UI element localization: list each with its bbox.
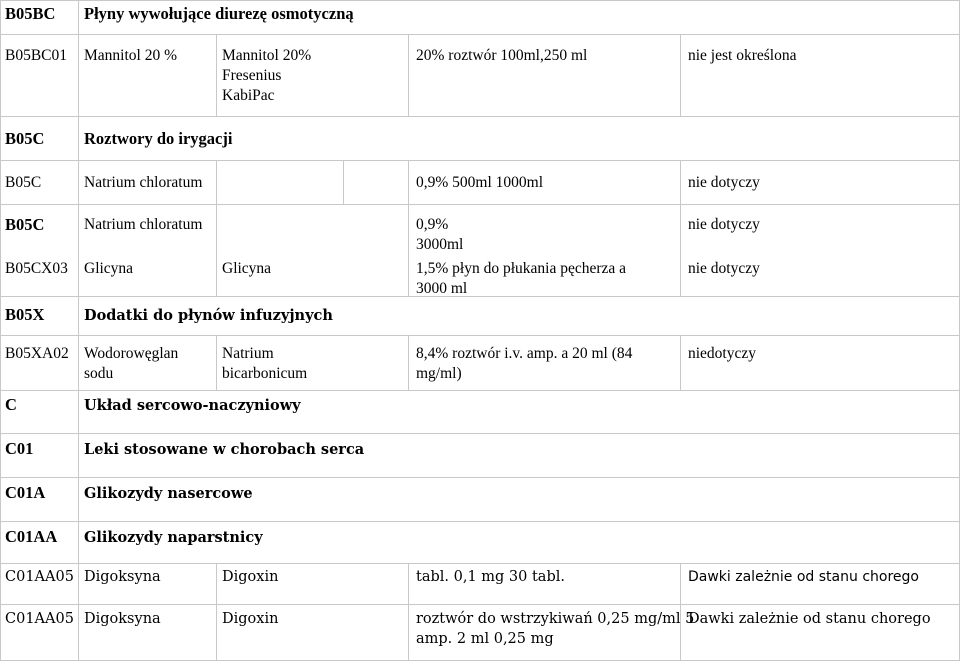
section-code: B05C: [5, 129, 45, 148]
section-title: Roztwory do irygacji: [84, 129, 233, 148]
section-code: C01A: [5, 483, 46, 502]
refund-level: nie dotyczy: [688, 174, 760, 191]
atc-code: B05XA02: [5, 345, 69, 362]
row-divider: [0, 433, 960, 434]
row-divider: [0, 477, 960, 478]
atc-code: B05C: [5, 215, 45, 234]
refund-level: Dawki zależnie od stanu chorego: [688, 611, 931, 627]
trade-name: Fresenius: [222, 67, 282, 84]
column-divider: [343, 160, 344, 204]
drug-name: Digoksyna: [84, 569, 161, 585]
trade-name: Digoxin: [222, 611, 279, 627]
refund-level: nie dotyczy: [688, 216, 760, 233]
drug-name: Natrium chloratum: [84, 174, 203, 191]
drug-name: sodu: [84, 365, 114, 382]
row-divider: [0, 34, 960, 35]
column-divider: [680, 160, 681, 296]
section-code: B05X: [5, 305, 45, 324]
atc-code: B05BC01: [5, 47, 68, 64]
refund-level: Dawki zależnie od stanu chorego: [688, 569, 919, 585]
section-title: Układ sercowo-naczyniowy: [84, 397, 301, 414]
drug-name: Digoksyna: [84, 611, 161, 627]
section-title: Glikozydy naparstnicy: [84, 529, 263, 546]
column-divider: [0, 0, 1, 661]
dosage-form: 0,9% 500ml 1000ml: [416, 174, 544, 191]
section-code: C01AA: [5, 527, 58, 546]
atc-code: B05C: [5, 174, 42, 191]
column-divider: [216, 34, 217, 116]
column-divider: [680, 335, 681, 390]
column-divider: [680, 34, 681, 116]
dosage-form: roztwór do wstrzykiwań 0,25 mg/ml 5: [416, 611, 695, 627]
dosage-form: 3000ml: [416, 236, 464, 253]
atc-code: C01AA05: [5, 611, 74, 627]
section-title: Glikozydy nasercowe: [84, 485, 253, 502]
refund-level: nie jest określona: [688, 47, 797, 64]
atc-code: B05CX03: [5, 260, 68, 277]
column-divider: [216, 160, 217, 296]
row-divider: [0, 0, 960, 1]
dosage-form: 0,9%: [416, 216, 449, 233]
dosage-form: 8,4% roztwór i.v. amp. a 20 ml (84: [416, 345, 633, 362]
dosage-form: 3000 ml: [416, 280, 468, 297]
row-divider: [0, 204, 960, 205]
section-title: Dodatki do płynów infuzyjnych: [84, 307, 333, 324]
row-divider: [0, 563, 960, 564]
column-divider: [408, 34, 409, 116]
row-divider: [0, 390, 960, 391]
section-title: Leki stosowane w chorobach serca: [84, 441, 365, 458]
dosage-form: mg/ml): [416, 365, 462, 382]
section-code: B05BC: [5, 4, 56, 23]
section-code: C01: [5, 439, 34, 458]
drug-name: Mannitol 20 %: [84, 47, 177, 64]
column-divider: [408, 160, 409, 296]
row-divider: [0, 296, 960, 297]
dosage-form: 1,5% płyn do płukania pęcherza a: [416, 260, 627, 277]
dosage-form: amp. 2 ml 0,25 mg: [416, 631, 554, 647]
drug-name: Wodorowęglan: [84, 345, 179, 362]
row-divider: [0, 116, 960, 117]
row-divider: [0, 604, 960, 605]
trade-name: Mannitol 20%: [222, 47, 312, 64]
trade-name: bicarbonicum: [222, 365, 308, 382]
dosage-form: tabl. 0,1 mg 30 tabl.: [416, 569, 565, 585]
row-divider: [0, 160, 960, 161]
trade-name: Digoxin: [222, 569, 279, 585]
refund-level: niedotyczy: [688, 345, 757, 362]
column-divider: [216, 563, 217, 661]
dosage-form: 20% roztwór 100ml,250 ml: [416, 47, 588, 64]
drug-name: Natrium chloratum: [84, 216, 203, 233]
column-divider: [216, 335, 217, 390]
drug-name: Glicyna: [84, 260, 134, 277]
section-title: Płyny wywołujące diurezę osmotyczną: [84, 4, 354, 23]
column-divider: [408, 335, 409, 390]
column-divider: [408, 563, 409, 661]
atc-code: C01AA05: [5, 569, 74, 585]
trade-name: Natrium: [222, 345, 274, 362]
refund-level: nie dotyczy: [688, 260, 760, 277]
section-code: C: [5, 395, 17, 414]
trade-name: KabiPac: [222, 87, 275, 104]
row-divider: [0, 335, 960, 336]
column-divider: [78, 0, 79, 661]
trade-name: Glicyna: [222, 260, 272, 277]
row-divider: [0, 521, 960, 522]
